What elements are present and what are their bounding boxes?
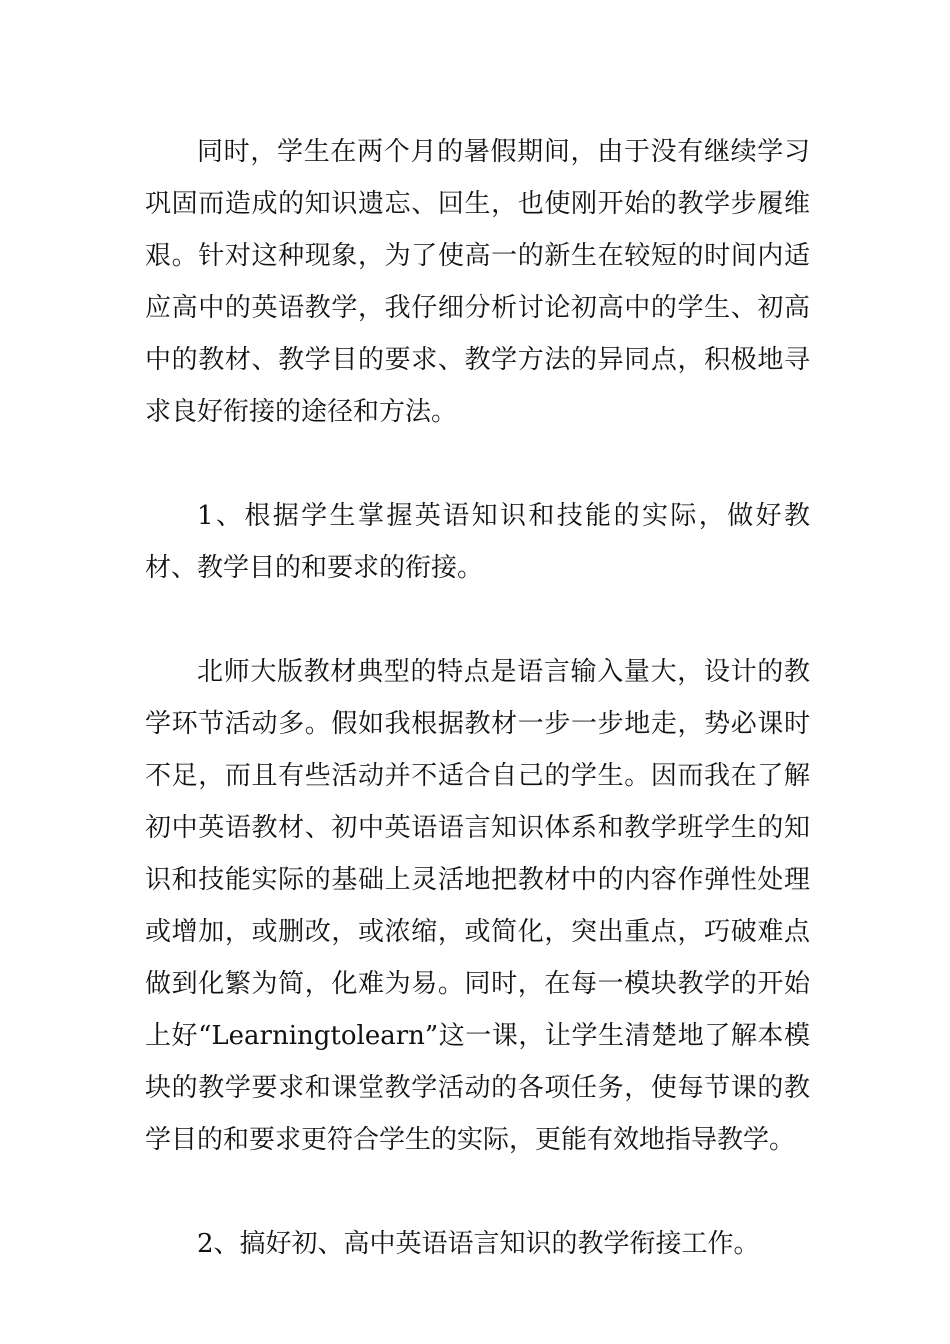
- paragraph-point-1: 1、根据学生掌握英语知识和技能的实际，做好教材、教学目的和要求的衔接。: [145, 501, 810, 583]
- paragraph-gap: [145, 438, 810, 490]
- paragraph-intro: 同时，学生在两个月的暑假期间，由于没有继续学习巩固而造成的知识遗忘、回生，也使刚开始的教学步履维艰。针对这种现象，为了使高一的新生在较短的时间内适应高中的英语教学，我仔细分析讨论初高中的学生、初高中的教材、教学目的要求、教学方法的异同点，积极地寻求良好衔接的途径和方法。: [145, 137, 810, 427]
- paragraph-textbook: 北师大版教材典型的特点是语言输入量大，设计的教学环节活动多。假如我根据教材一步一步地走，势必课时不足，而且有些活动并不适合自己的学生。因而我在了解初中英语教材、初中英语语言知识体系和教学班学生的知识和技能实际的基础上灵活地把教材中的内容作弹性处理或增加，或删改，或浓缩，或简化，突出重点，巧破难点做到化繁为简，化难为易。同时，在每一模块教学的开始上好“Learningtolearn”这一课，让学生清楚地了解本模块的教学要求和课堂教学活动的各项任务，使每节课的教学目的和要求更符合学生的实际，更能有效地指导教学。: [145, 657, 810, 1155]
- document-body: [145, 126, 810, 1270]
- paragraph-gap: [145, 594, 810, 646]
- paragraph-gap: [145, 1166, 810, 1218]
- paragraph-point-2: 2、搞好初、高中英语语言知识的教学衔接工作。: [197, 1229, 760, 1259]
